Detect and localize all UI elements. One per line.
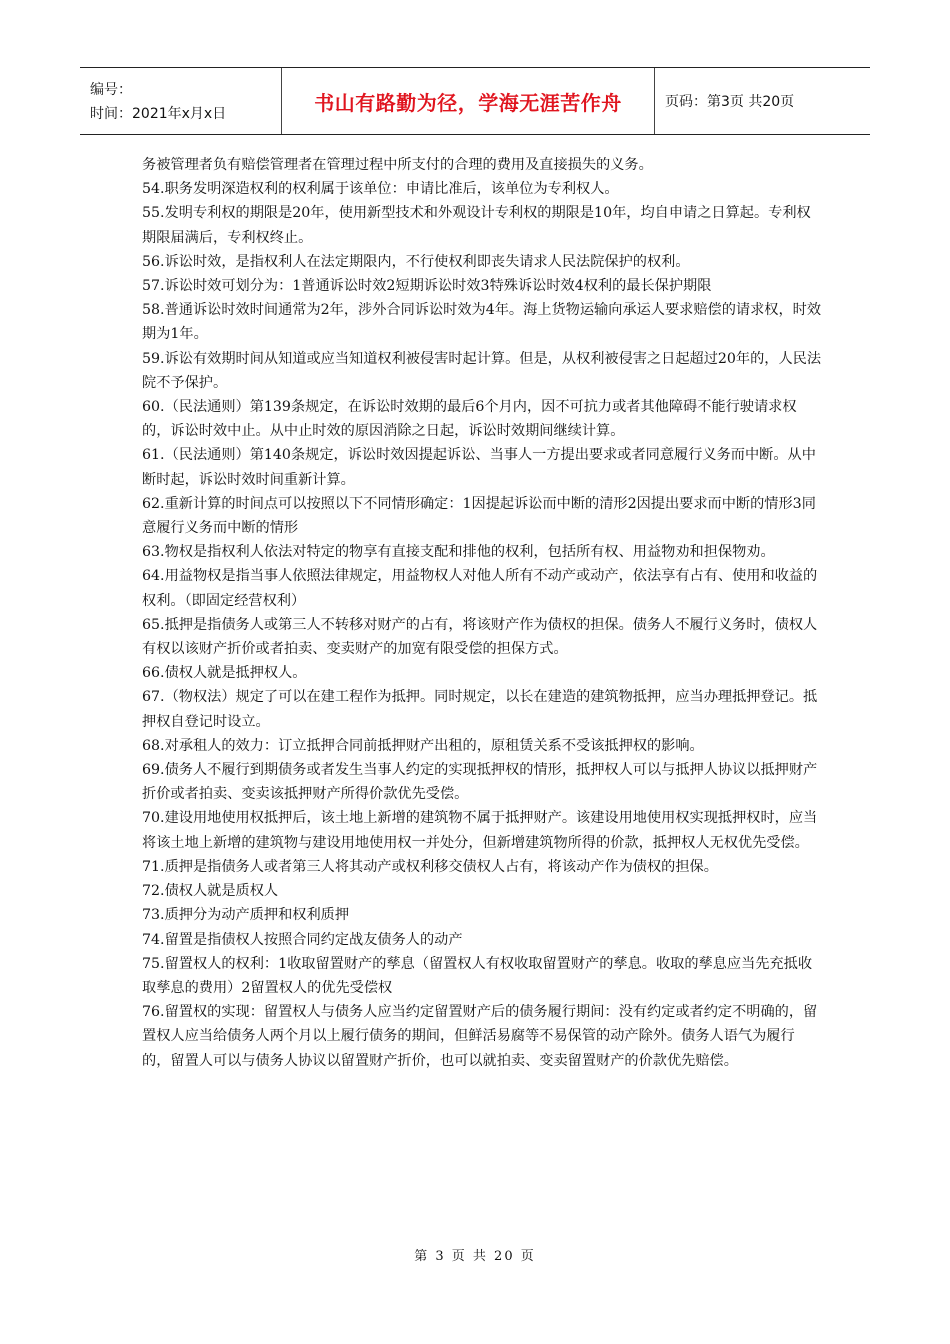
paragraph: 70.建设用地使用权抵押后，该土地上新增的建筑物不属于抵押财产。该建设用地使用权实现抵押权时，应当将该土地上新增的建筑物与建设用地使用权一并处分，但新增建筑物所得的价款，抵押权人无权优先受偿。 [142,810,818,851]
paragraph: 56.诉讼时效，是指权利人在法定期限内，不行使权利即丧失请求人民法院保护的权利。 [142,253,690,270]
paragraph: 务被管理者负有赔偿管理者在管理过程中所支付的合理的费用及直接损失的义务。 [142,157,653,173]
paragraph: 73.质押分为动产质押和权利质押 [142,907,350,924]
page-header [80,67,870,135]
paragraph: 59.诉讼有效期时间从知道或应当知道权利被侵害时起计算。但是，从权利被侵害之日起超过20年的，人民法院不予保护。 [142,350,822,391]
paragraph: 67.（物权法）规定了可以在建工程作为抵押。同时规定，以长在建造的建筑物抵押，应当办理抵押登记。抵押权自登记时设立。 [142,689,818,730]
paragraph: 65.抵押是指债务人或第三人不转移对财产的占有，将该财产作为债权的担保。债务人不履行义务时，债权人有权以该财产折价或者拍卖、变卖财产的加宽有限受偿的担保方式。 [142,616,818,658]
header-page-info: 页码：第3页 共20页 [665,94,795,110]
page-footer: 第 3 页 共 20 页 [414,1249,536,1264]
paragraph: 76.留置权的实现：留置权人与债务人应当约定留置财产后的债务履行期间：没有约定或者约定不明确的，留置权人应当给债务人两个月以上履行债务的期间，但鲜活易腐等不易保管的动产除外。债务人语气为履行的，留置人可以与债务人协议以留置财产折价，也可以就拍卖、变卖留置财产的价款优先赔偿。 [142,1004,818,1069]
paragraph: 64.用益物权是指当事人依照法律规定，用益物权人对他人所有不动产或动产，依法享有占有、使用和收益的权利。（即固定经营权利） [142,568,818,609]
paragraph: 58.普通诉讼时效时间通常为2年，涉外合同诉讼时效为4年。海上货物运输向承运人要求赔偿的请求权，时效期为1年。 [142,302,822,343]
document-number-label: 编号： [90,82,132,98]
paragraph: 68.对承租人的效力：订立抵押合同前抵押财产出租的，原租赁关系不受该抵押权的影响。 [142,737,704,754]
paragraph: 69.债务人不履行到期债务或者发生当事人约定的实现抵押权的情形，抵押权人可以与抵押人协议以抵押财产折价或者拍卖、变卖该抵押财产所得价款优先受偿。 [142,762,818,803]
header-meta [80,68,282,134]
document-date: 时间：2021年x月x日 [90,106,227,122]
paragraph: 66.债权人就是抵押权人。 [142,665,307,682]
paragraph: 62.重新计算的时间点可以按照以下不同情形确定：1因提起诉讼而中断的清形2因提出要求而中断的情形3同意履行义务而中断的情形 [142,495,816,537]
paragraph: 54.职务发明深造权利的权利属于该单位：申请比准后，该单位为专利权人。 [142,181,619,198]
paragraph: 71.质押是指债务人或者第三人将其动产或权利移交债权人占有，将该动产作为债权的担保。 [142,858,718,875]
paragraph: 55.发明专利权的期限是20年，使用新型技术和外观设计专利权的期限是10年，均自申请之日算起。专利权期限届满后，专利权终止。 [142,205,811,246]
paragraph: 74.留置是指债权人按照合同约定战友债务人的动产 [142,931,463,948]
paragraph: 63.物权是指权利人依法对特定的物享有直接支配和排他的权利，包括所有权、用益物劝和担保物劝。 [142,544,775,561]
paragraph: 60.（民法通则）第139条规定，在诉讼时效期的最后6个月内，因不可抗力或者其他障碍不能行驶请求权的，诉讼时效中止。从中止时效的原因消除之日起，诉讼时效期间继续计算。 [142,399,797,440]
document-body [142,153,822,1073]
paragraph: 61.（民法通则）第140条规定，诉讼时效因提起诉讼、当事人一方提出要求或者同意履行义务而中断。从中断时起，诉讼时效时间重新计算。 [142,447,816,488]
paragraph: 72.债权人就是质权人 [142,883,279,900]
paragraph: 75.留置权人的权利：1收取留置财产的孳息（留置权人有权收取留置财产的孳息。收取的孳息应当先充抵收取孳息的费用）2留置权人的优先受偿权 [142,955,813,996]
paragraph: 57.诉讼时效可划分为：1普通诉讼时效2短期诉讼时效3特殊诉讼时效4权利的最长保护期限 [142,278,712,295]
header-motto: 书山有路勤为径，学海无涯苦作舟 [282,68,655,134]
